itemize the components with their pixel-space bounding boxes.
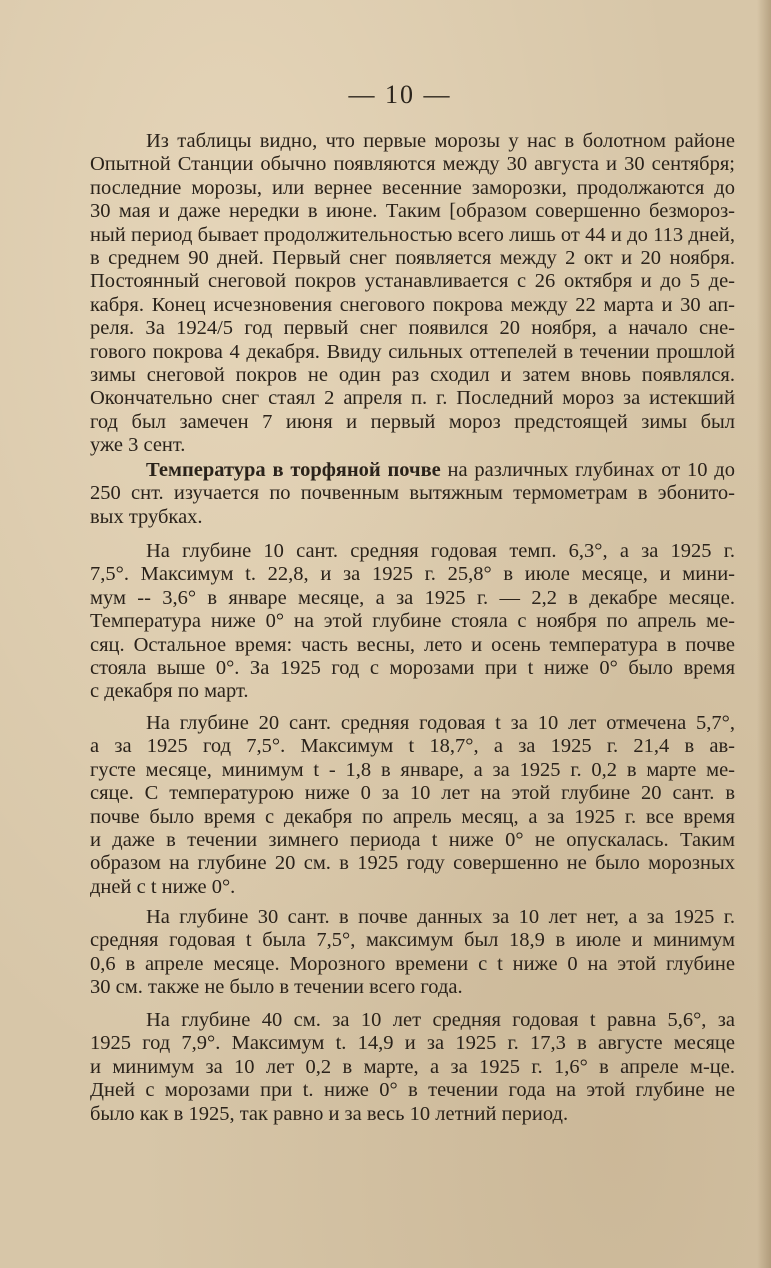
text-line: реля. За 1924/5 год первый снег появился 20 ноября, а начало сне-: [90, 317, 735, 340]
text-line: Из таблицы видно, что первые морозы у нас в болотном районе: [146, 130, 735, 152]
paragraph-depth-40: [90, 1009, 735, 1126]
text-line: стояла выше 0°. За 1925 год с морозами при t ниже 0° было время: [90, 657, 735, 680]
text-line: ный период бывает продолжительностью всего лишь от 44 и до 113 дней,: [90, 223, 735, 246]
text-line: На глубине 30 сант. в почве данных за 10 лет нет, а за 1925 г.: [146, 906, 735, 928]
text-line: вых трубках.: [90, 505, 203, 528]
text-line: уже 3 сент.: [90, 434, 186, 457]
text-line: было как в 1925, так равно и за весь 10 летний период.: [90, 1102, 569, 1125]
paragraph-peat-temperature: [90, 459, 735, 529]
text-line: густе месяце, минимум t - 1,8 в январе, а за 1925 г. 0,2 в марте ме-: [90, 758, 735, 781]
text-line: [90, 459, 735, 482]
text-line: Дней с морозами при t. ниже 0° в течении года на этой глубине не: [90, 1079, 735, 1102]
text-line: 7,5°. Максимум t. 22,8, и за 1925 г. 25,8° в июле месяце, и мини-: [90, 563, 735, 586]
text-line: сяце. С температурою ниже 0 за 10 лет на этой глубине 20 сант. в: [90, 782, 735, 805]
text-line: год был замечен 7 июня и первый мороз предстоящей зимы был: [90, 410, 735, 433]
text-line: 30 мая и даже нередки в июне. Таким [образом совершенно безмороз-: [90, 200, 735, 223]
text-line: Опытной Станции обычно появляются между 30 августа и 30 сентября;: [90, 153, 735, 176]
text-fragment: на различных глубинах от 10 до: [440, 459, 735, 481]
text-line: образом на глубине 20 см. в 1925 году совершенно не было морозных: [90, 852, 735, 875]
text-line: 250 снт. изучается по почвенным вытяжным термометрам в эбонито-: [90, 482, 735, 505]
text-line: гового покрова 4 декабря. Ввиду сильных оттепелей в течении прошлой: [90, 340, 735, 363]
text-line: 1925 год 7,9°. Максимум t. 14,9 и за 1925 г. 17,3 в августе месяце: [90, 1032, 735, 1055]
text-line: последние морозы, или вернее весенние заморозки, продолжаются до: [90, 176, 735, 199]
text-line: почве было время с декабря по апрель месяц, а за 1925 г. все время: [90, 805, 735, 828]
text-line: средняя годовая t была 7,5°, максимум был 18,9 в июле и минимум: [90, 929, 735, 952]
paragraph-depth-30: [90, 906, 735, 1000]
page-number: — 10 —: [348, 80, 452, 109]
text-line: дней с t ниже 0°.: [90, 875, 236, 898]
text-line: с декабря по март.: [90, 680, 249, 703]
text-line: и даже в течении зимнего периода t ниже 0° не опускалась. Таким: [90, 829, 735, 852]
text-line: 0,6 в апреле месяце. Морозного времени с t ниже 0 на этой глубине: [90, 952, 735, 975]
paragraph-frost-snow: [90, 130, 735, 458]
text-line: зимы снеговой покров не один раз сходил и затем вновь появлялся.: [90, 364, 735, 387]
text-line: На глубине 40 см. за 10 лет средняя годовая t равна 5,6°, за: [146, 1009, 735, 1031]
text-line: На глубине 10 сант. средняя годовая темп. 6,3°, а за 1925 г.: [146, 540, 735, 562]
page-edge-shadow: [757, 0, 771, 1268]
text-line: а за 1925 год 7,5°. Максимум t 18,7°, а за 1925 г. 21,4 в ав-: [90, 735, 735, 758]
paragraph-depth-10: [90, 540, 735, 704]
text-line: Постоянный снеговой покров устанавливается с 26 октября и до 5 де-: [90, 270, 735, 293]
text-line: и минимум за 10 лет 0,2 в марте, а за 1925 г. 1,6° в апреле м-це.: [90, 1055, 735, 1078]
text-line: Температура ниже 0° на этой глубине стояла с ноября по апрель ме-: [90, 610, 735, 633]
text-line: кабря. Конец исчезновения снегового покрова между 22 марта и 30 ап-: [90, 293, 735, 316]
text-line: Окончательно снег стаял 2 апреля п. г. Последний мороз за истекший: [90, 387, 735, 410]
text-line: мум -- 3,6° в январе месяце, а за 1925 г. — 2,2 в декабре месяце.: [90, 586, 735, 609]
text-line: в среднем 90 дней. Первый снег появляется между 2 окт и 20 ноября.: [90, 247, 735, 270]
paragraph-depth-20: [90, 712, 735, 899]
section-lead: Температура в торфяной почве: [146, 459, 441, 481]
text-line: сяц. Остальное время: часть весны, лето и осень температура в почве: [90, 633, 735, 656]
text-line: 30 см. также не было в течении всего года.: [90, 976, 463, 999]
text-line: На глубине 20 сант. средняя годовая t за 10 лет отмечена 5,7°,: [146, 712, 735, 734]
